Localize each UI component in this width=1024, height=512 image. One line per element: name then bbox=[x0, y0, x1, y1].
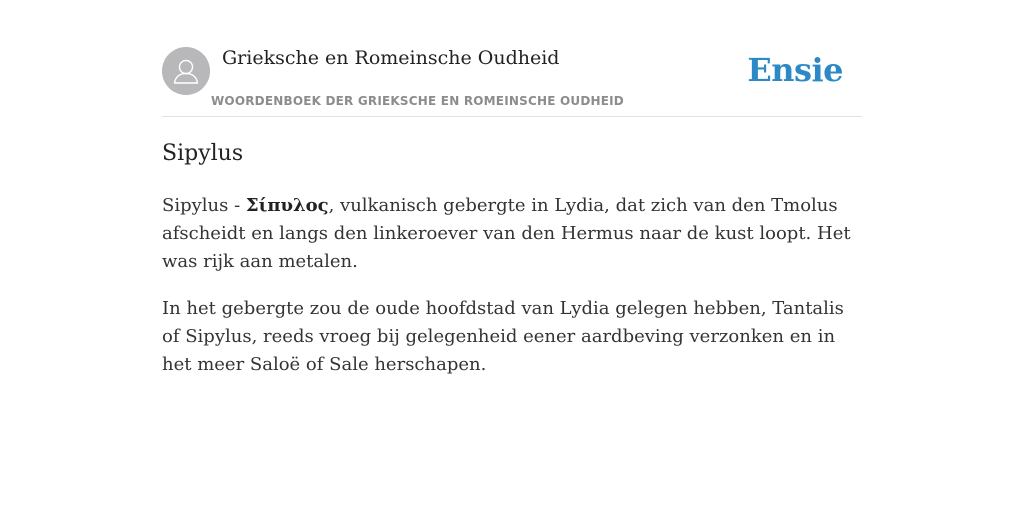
entry-paragraph bbox=[162, 192, 862, 276]
source-title-link[interactable]: Grieksche en Romeinsche Oudheid bbox=[222, 47, 560, 69]
source-header bbox=[162, 46, 862, 117]
avatar-silhouette bbox=[162, 47, 210, 95]
entry-term: Sipylus - bbox=[162, 195, 246, 216]
brand-logo-link[interactable]: Ensie bbox=[747, 51, 843, 89]
source-subtitle: WOORDENBOEK DER GRIEKSCHE EN ROMEINSCHE OUDHEID bbox=[211, 94, 624, 108]
greek-term: Σίπυλος bbox=[245, 195, 329, 216]
entry-paragraph-text: , vulkanisch gebergte in Lydia, dat zich van den Tmolus afscheidt en langs den linkeroever van den Hermus naar de kust loopt. Het was rijk aan metalen. bbox=[162, 195, 851, 272]
entry-title: Sipylus bbox=[162, 141, 244, 166]
entry-body bbox=[162, 192, 862, 398]
entry-paragraph: In het gebergte zou de oude hoofdstad van Lydia gelegen hebben, Tantalis of Sipylus, reeds vroeg bij gelegenheid eener aardbeving verzonken en in het meer Saloë of Sale herschapen. bbox=[162, 298, 844, 375]
user-avatar-icon[interactable] bbox=[162, 47, 210, 95]
